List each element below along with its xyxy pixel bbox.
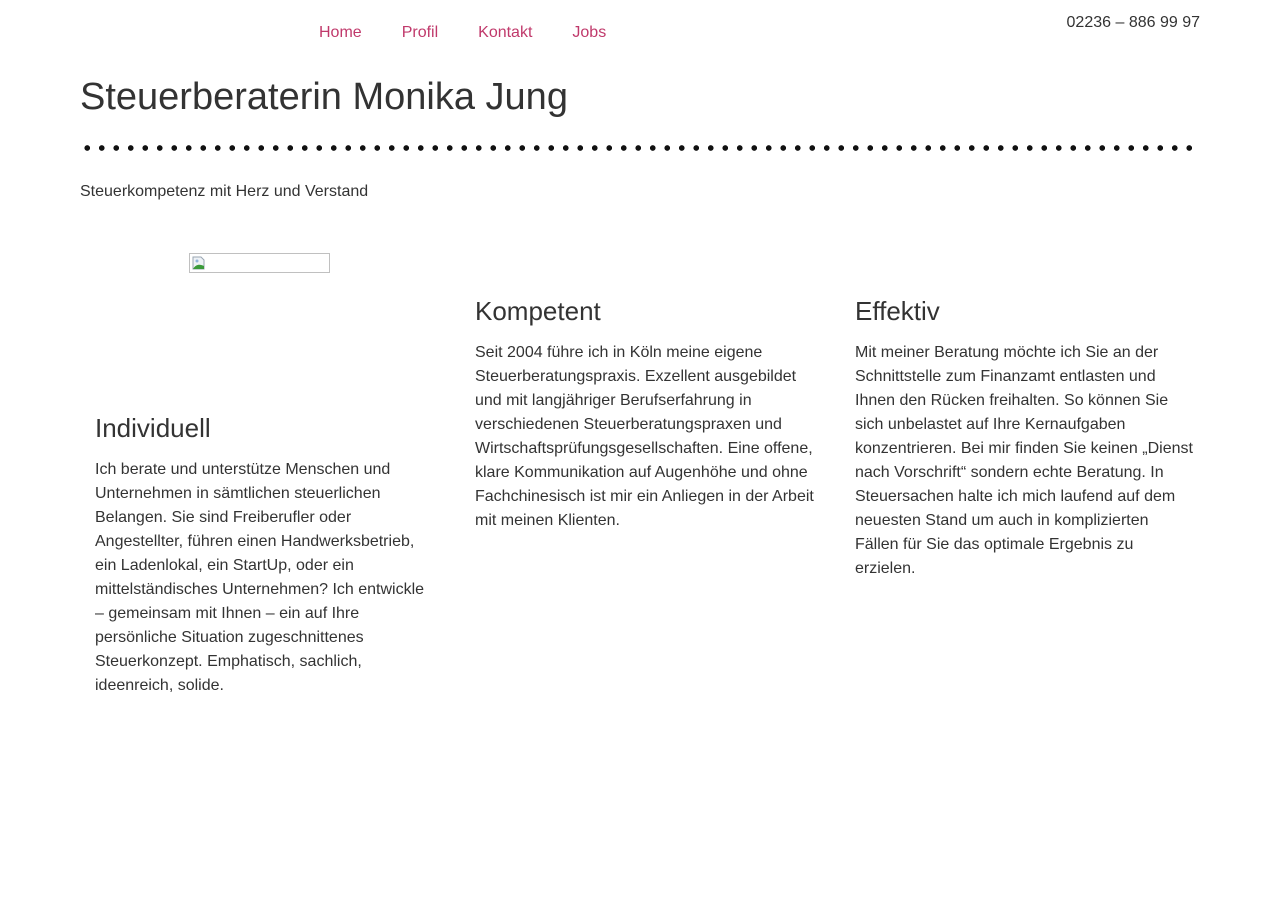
phone-number: 02236 – 886 99 97 [1066, 14, 1200, 31]
dotted-divider [80, 145, 1192, 151]
nav-jobs-link[interactable]: Jobs [572, 24, 607, 41]
nav-profil-link[interactable]: Profil [401, 24, 439, 41]
main-nav [319, 22, 646, 44]
broken-image [189, 253, 330, 273]
nav-home-link[interactable]: Home [319, 24, 362, 41]
column-heading: Effektiv [855, 296, 940, 326]
tagline: Steuerkompetenz mit Herz und Verstand [80, 183, 369, 200]
column-heading: Individuell [95, 413, 211, 443]
broken-image-icon [192, 256, 206, 270]
column-individuell [95, 412, 435, 698]
column-text: Seit 2004 führe ich in Köln meine eigene Steuerberatungspraxis. Exzellent ausgebildet und mit langjähriger Berufserfahrung in verschiedenen Steuerberatungspraxen und Wirtschaftsprüfungsgesellschaften. Eine offene, klare Kommunikation auf Augenhöhe und ohne Fachchinesisch ist mir ein Anliegen in der Arbeit mit meinen Klienten. [475, 344, 814, 529]
column-text: Ich berate und unterstütze Menschen und Unternehmen in sämtlichen steuerlichen Belangen. Sie sind Freiberufler oder Angestellter, führen einen Handwerksbetrieb, ein Ladenlokal, ein StartUp, oder ein mittelständisches Unternehmen? Ich entwickle – gemeinsam mit Ihnen – ein auf Ihre persönliche Situation zugeschnittenes Steuerkonzept. Emphatisch, sachlich, ideenreich, solide. [95, 461, 425, 694]
column-kompetent [475, 295, 815, 533]
nav-kontakt-link[interactable]: Kontakt [478, 24, 533, 41]
column-heading: Kompetent [475, 296, 601, 326]
column-text: Mit meiner Beratung möchte ich Sie an der Schnittstelle zum Finanzamt entlasten und Ihnen den Rücken freihalten. So können Sie sich unbelastet auf Ihre Kernaufgaben konzentrieren. Bei mir finden Sie keinen „Dienst nach Vorschrift“ sondern echte Beratung. In Steuersachen halte ich mich laufend auf dem neuesten Stand um auch in komplizierten Fällen für Sie das optimale Ergebnis zu erzielen. [855, 344, 1193, 577]
column-effektiv [855, 295, 1195, 581]
page-title: Steuerberaterin Monika Jung [80, 76, 568, 118]
